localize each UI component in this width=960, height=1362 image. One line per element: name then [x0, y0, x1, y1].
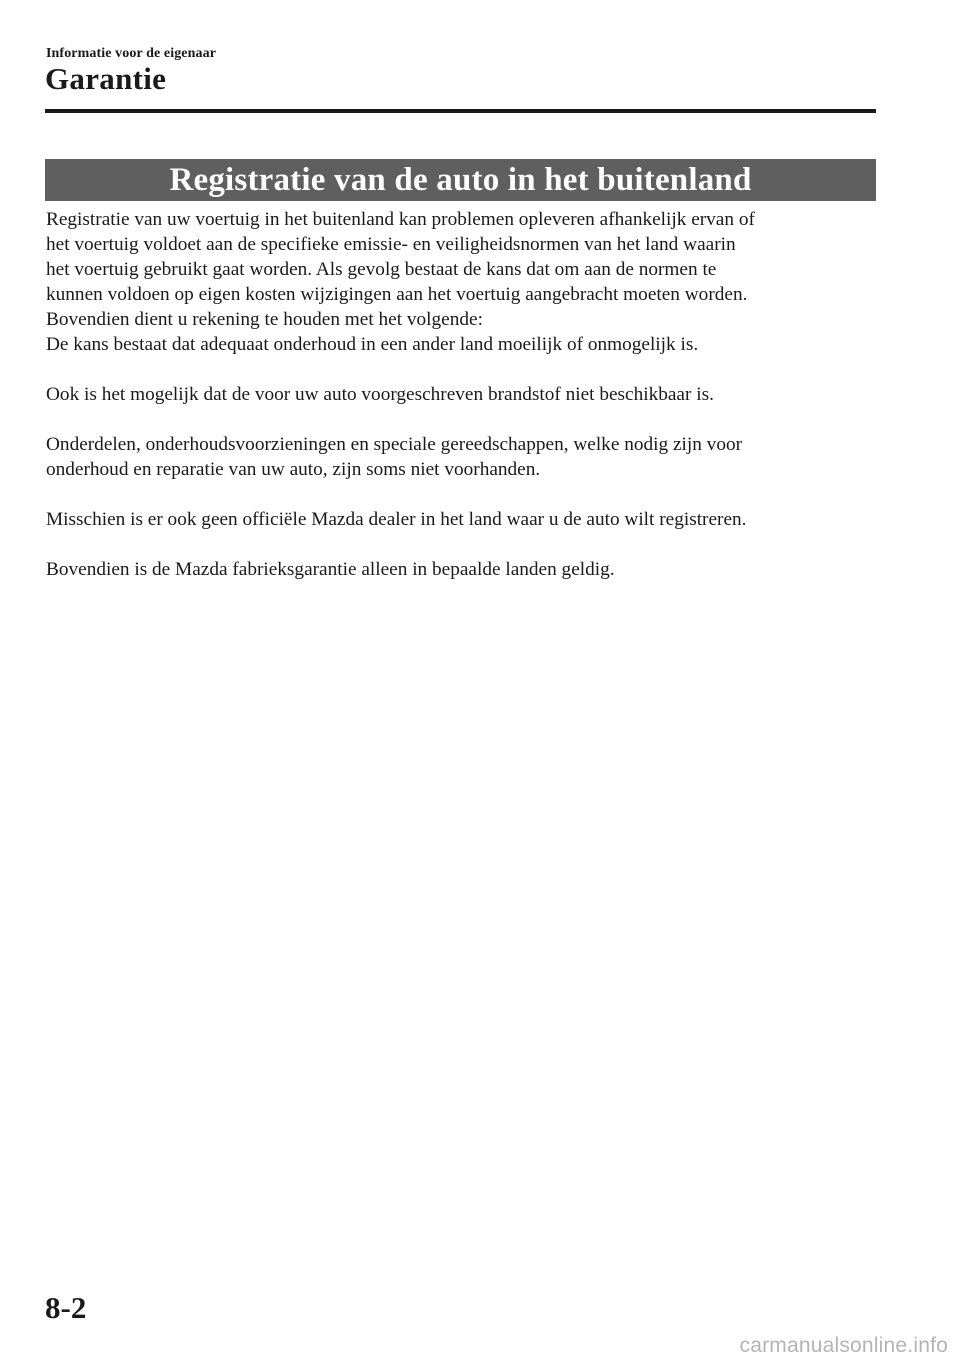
header-rule — [45, 109, 876, 113]
topic-banner: Registratie van de auto in het buitenland — [45, 159, 876, 201]
paragraph-1-line: Bovendien dient u rekening te houden met het volgende: — [46, 309, 483, 330]
paragraph-5-line: Bovendien is de Mazda fabrieksgarantie alleen in bepaalde landen geldig. — [46, 559, 615, 580]
paragraph-4-line: Misschien is er ook geen officiële Mazda dealer in het land waar u de auto wilt registreren. — [46, 509, 747, 530]
page-number: 8-2 — [45, 1290, 87, 1325]
paragraph-3-line: Onderdelen, onderhoudsvoorzieningen en speciale gereedschappen, welke nodig zijn voor — [46, 434, 743, 455]
paragraph-3-line: onderhoud en reparatie van uw auto, zijn soms niet voorhanden. — [46, 459, 541, 480]
paragraph-4 — [46, 507, 886, 532]
paragraph-1-line: het voertuig voldoet aan de specifieke emissie- en veiligheidsnormen van het land waarin — [46, 234, 736, 255]
paragraph-1 — [46, 207, 886, 357]
paragraph-2-line: Ook is het mogelijk dat de voor uw auto voorgeschreven brandstof niet beschikbaar is. — [46, 384, 714, 405]
paragraph-1-line: Registratie van uw voertuig in het buitenland kan problemen opleveren afhankelijk ervan of — [46, 209, 755, 230]
paragraph-1-line: het voertuig gebruikt gaat worden. Als gevolg bestaat de kans dat om aan de normen te — [46, 259, 717, 280]
section-title: Garantie — [45, 61, 167, 96]
chapter-label: Informatie voor de eigenaar — [46, 46, 217, 61]
paragraph-2 — [46, 382, 886, 407]
watermark: carmanualsonline.info — [739, 1334, 948, 1357]
paragraph-1-line: kunnen voldoen op eigen kosten wijzigingen aan het voertuig aangebracht moeten worden. — [46, 284, 748, 305]
paragraph-3 — [46, 432, 886, 482]
paragraph-5 — [46, 557, 886, 582]
paragraph-1-line: De kans bestaat dat adequaat onderhoud in een ander land moeilijk of onmogelijk is. — [46, 334, 699, 355]
body-text — [46, 207, 886, 607]
